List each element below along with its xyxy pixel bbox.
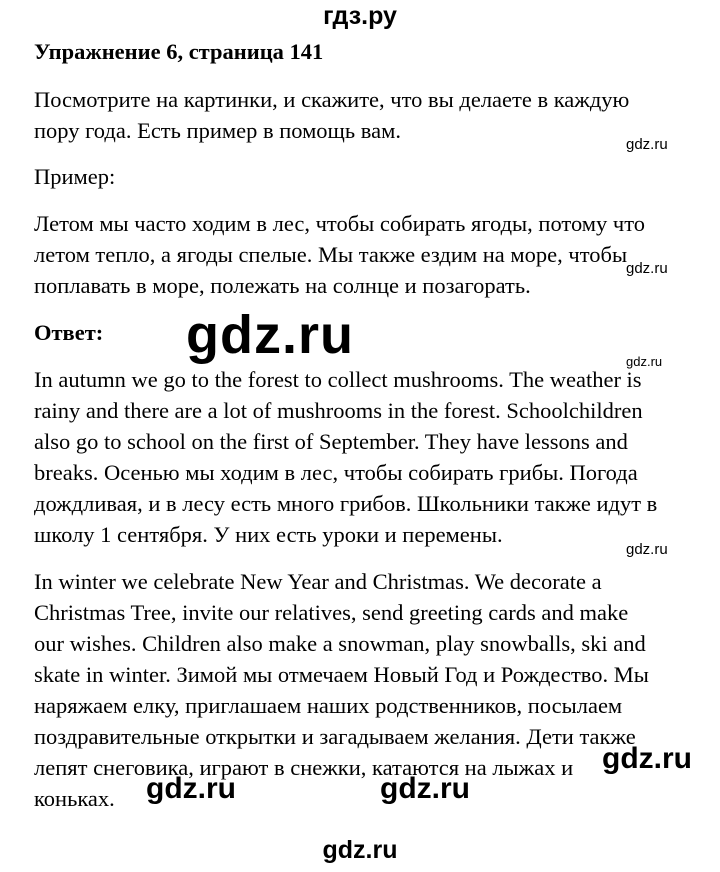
answer-label: Ответ: [34, 320, 104, 345]
autumn-line-4: breaks. Осенью мы ходим в лес, чтобы собирать грибы. Погода [34, 460, 638, 485]
winter-line-3: our wishes. Children also make a snowman, play snowballs, ski and [34, 631, 646, 656]
autumn-line-2: rainy and there are a lot of mushrooms in the forest. Schoolchildren [34, 398, 643, 423]
example-line-2: летом тепло, а ягоды спелые. Мы также ездим на море, чтобы [34, 242, 628, 267]
example-line-1: Летом мы часто ходим в лес, чтобы собирать ягоды, потому что [34, 211, 645, 236]
autumn-line-3: also go to school on the first of September. They have lessons and [34, 429, 628, 454]
watermark-small: gdz.ru [626, 354, 663, 369]
autumn-line-5: дождливая, и в лесу есть много грибов. Школьники также идут в [34, 491, 658, 516]
winter-line-8: коньках. [34, 786, 115, 811]
header-watermark: гдз.ру [323, 2, 397, 30]
example-line-3: поплавать в море, полежать на солнце и позагорать. [34, 273, 531, 298]
winter-line-5: наряжаем елку, приглашаем наших родственников, посылаем [34, 693, 623, 718]
watermark-mid: gdz.ru [380, 772, 470, 805]
winter-line-6: поздравительные открытки и загадываем желания. Дети также [34, 724, 636, 749]
winter-line-4: skate in winter. Зимой мы отмечаем Новый Год и Рождество. Мы [34, 662, 649, 687]
watermark-big: gdz.ru [186, 305, 354, 365]
task-line-2: пору года. Есть пример в помощь вам. [34, 118, 401, 143]
watermark-small: gdz.ru [626, 136, 668, 153]
watermark-mid: gdz.ru [602, 742, 692, 775]
winter-line-2: Christmas Tree, invite our relatives, send greeting cards and make [34, 600, 629, 625]
winter-line-1: In winter we celebrate New Year and Christmas. We decorate a [34, 569, 602, 594]
watermark-small: gdz.ru [626, 541, 668, 558]
footer-watermark: gdz.ru [322, 836, 398, 864]
watermark-mid: gdz.ru [146, 772, 236, 805]
autumn-line-6: школу 1 сентября. У них есть уроки и перемены. [34, 522, 503, 547]
example-label: Пример: [34, 164, 116, 189]
winter-line-7: лепят снеговика, играют в снежки, катаются на лыжах и [34, 755, 574, 780]
autumn-line-1: In autumn we go to the forest to collect mushrooms. The weather is [34, 367, 642, 392]
page-title: Упражнение 6, страница 141 [34, 39, 324, 64]
watermark-small: gdz.ru [626, 260, 668, 277]
task-line-1: Посмотрите на картинки, и скажите, что вы делаете в каждую [34, 87, 630, 112]
